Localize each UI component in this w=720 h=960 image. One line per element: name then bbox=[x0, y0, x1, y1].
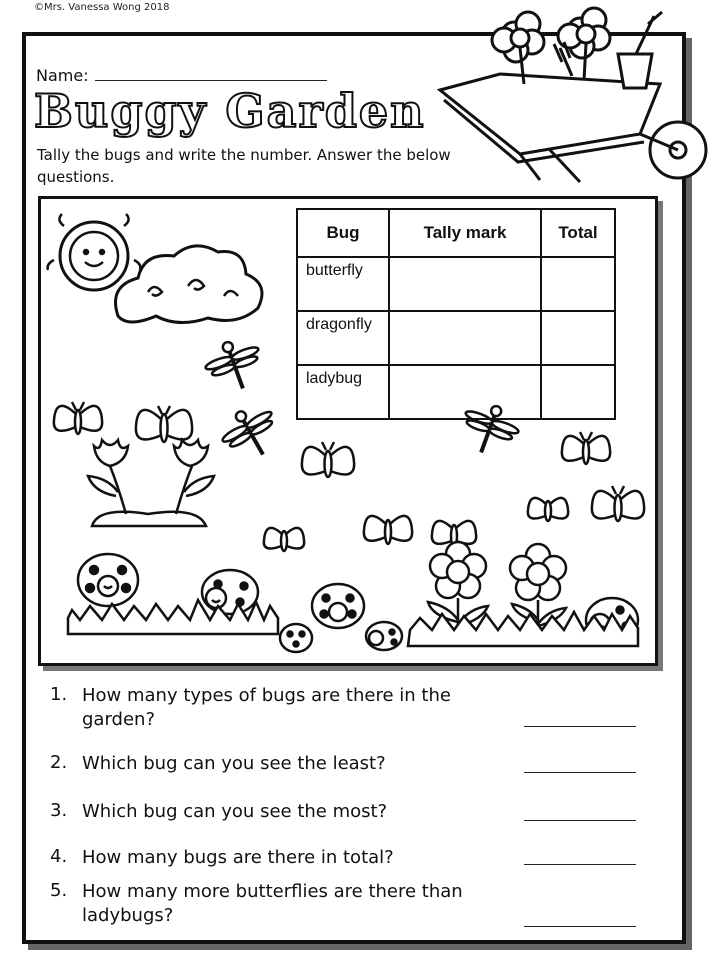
question-number: 3. bbox=[50, 800, 68, 821]
dragonfly-icon bbox=[214, 398, 287, 468]
question-text: Which bug can you see the most? bbox=[82, 801, 388, 822]
butterfly-icon bbox=[264, 528, 304, 551]
table-row bbox=[297, 365, 615, 419]
answer-line[interactable] bbox=[524, 772, 636, 773]
dragonfly-icon bbox=[200, 333, 269, 398]
question-number: 2. bbox=[50, 752, 68, 773]
header-bug: Bug bbox=[297, 209, 389, 257]
tally-cell[interactable] bbox=[389, 365, 541, 419]
copyright-notice: ©Mrs. Vanessa Wong 2018 bbox=[34, 2, 170, 13]
answer-line[interactable] bbox=[524, 726, 636, 727]
table-row bbox=[297, 311, 615, 365]
question-text: How many types of bugs are there in the garden? bbox=[82, 685, 451, 730]
butterfly-icon bbox=[592, 486, 644, 521]
total-cell[interactable] bbox=[541, 365, 615, 419]
total-cell[interactable] bbox=[541, 311, 615, 365]
bug-name-cell: dragonfly bbox=[297, 311, 389, 365]
question-number: 4. bbox=[50, 846, 68, 867]
instructions-text: Tally the bugs and write the number. Answer the below questions. bbox=[37, 146, 451, 186]
question-number: 5. bbox=[50, 880, 68, 901]
butterfly-icon bbox=[136, 406, 192, 442]
name-label: Name: bbox=[36, 66, 89, 85]
ladybug-icon bbox=[202, 570, 258, 614]
answer-line[interactable] bbox=[524, 864, 636, 865]
wheelbarrow-clipart bbox=[430, 4, 710, 194]
header-tally-mark: Tally mark bbox=[389, 209, 541, 257]
tally-cell[interactable] bbox=[389, 311, 541, 365]
tally-table bbox=[296, 208, 616, 420]
ladybug-icon bbox=[78, 554, 138, 606]
question-text: How many more butterflies are there than ladybugs? bbox=[82, 881, 463, 926]
butterfly-icon bbox=[562, 432, 610, 464]
name-write-line[interactable] bbox=[95, 68, 327, 81]
bug-name-cell: ladybug bbox=[297, 365, 389, 419]
flower-icon bbox=[510, 544, 566, 634]
answer-line[interactable] bbox=[524, 820, 636, 821]
butterfly-icon bbox=[302, 442, 354, 477]
butterfly-icon bbox=[528, 498, 568, 521]
tally-cell[interactable] bbox=[389, 257, 541, 311]
question-text: Which bug can you see the least? bbox=[82, 753, 386, 774]
sun-icon bbox=[48, 214, 141, 290]
header-total: Total bbox=[541, 209, 615, 257]
tulip-plant-icon bbox=[88, 440, 214, 526]
question-number: 1. bbox=[50, 684, 68, 705]
ladybug-icon bbox=[366, 622, 402, 650]
answer-line[interactable] bbox=[524, 926, 636, 927]
butterfly-icon bbox=[54, 402, 102, 434]
table-row bbox=[297, 257, 615, 311]
name-field[interactable] bbox=[36, 66, 327, 85]
ladybug-icon bbox=[280, 624, 312, 652]
ladybug-icon bbox=[312, 584, 364, 628]
bug-name-cell: butterfly bbox=[297, 257, 389, 311]
total-cell[interactable] bbox=[541, 257, 615, 311]
question-text: How many bugs are there in total? bbox=[82, 847, 394, 868]
butterfly-icon bbox=[364, 516, 412, 544]
tally-header-row bbox=[297, 209, 615, 257]
cloud-icon bbox=[116, 246, 263, 323]
page-title: Buggy Garden bbox=[34, 84, 426, 138]
